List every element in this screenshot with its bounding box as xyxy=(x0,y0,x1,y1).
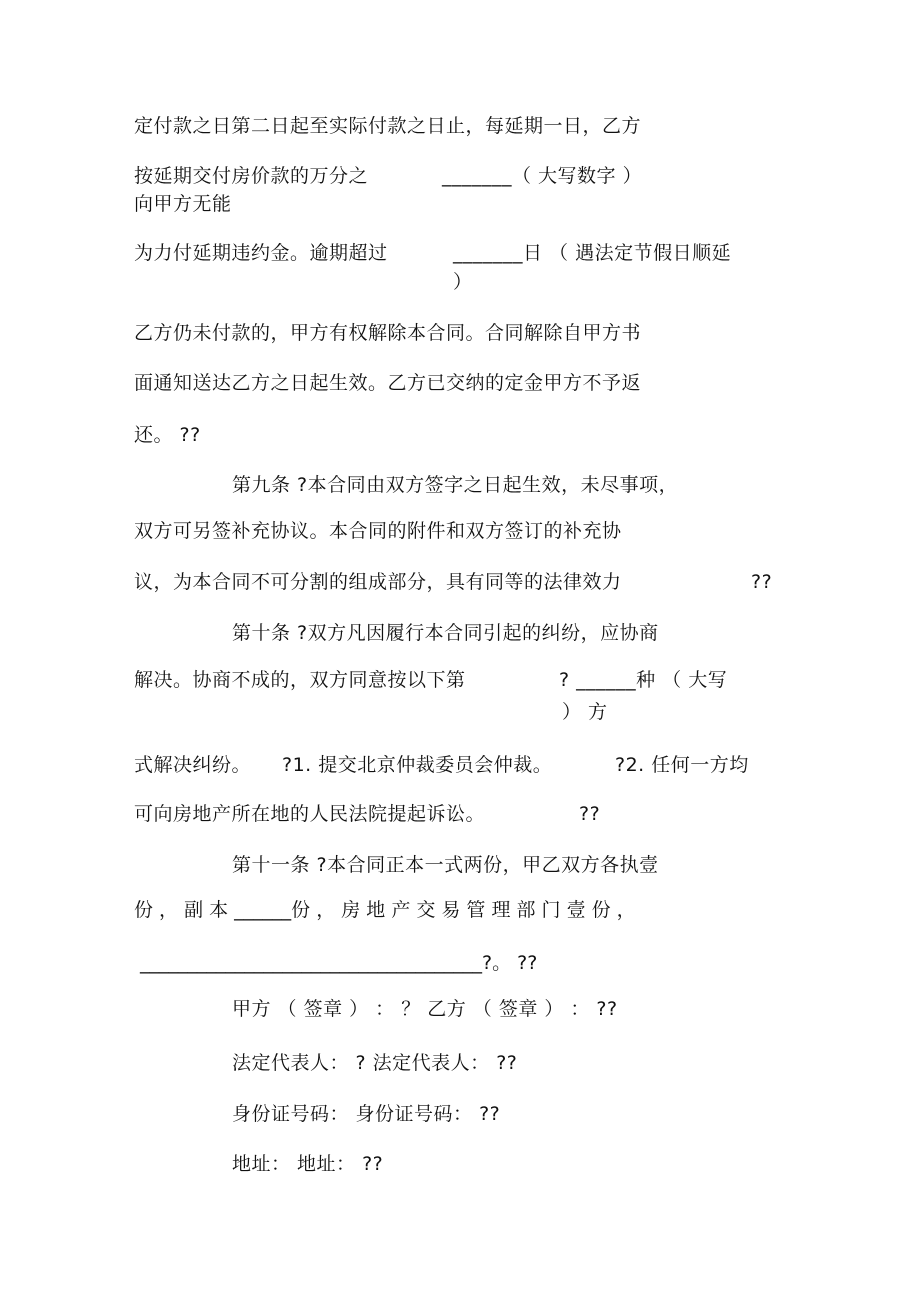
text-line: 还。 ?? xyxy=(134,424,201,446)
text-line: _______（ 大写数字 ） xyxy=(442,165,643,187)
text-line: ? ______种 （ 大写 xyxy=(559,669,728,691)
text-line: _______日 （ 遇法定节假日顺延 xyxy=(453,242,732,264)
text-line: ） xyxy=(453,271,473,293)
text-line: 乙方仍未付款的，甲方有权解除本合同。合同解除自甲方书 xyxy=(134,322,642,344)
article-9-heading: 第九条 ?本合同由双方签字之日起生效，未尽事项， xyxy=(232,474,679,496)
text-line: 解决。协商不成的，双方同意按以下第 xyxy=(134,669,466,691)
address-line: 地址： 地址： ?? xyxy=(232,1153,384,1175)
text-line: 定付款之日第二日起至实际付款之日止，每延期一日，乙方 xyxy=(134,115,642,137)
text-line: 议，为本合同不可分割的组成部分，具有同等的法律效力 xyxy=(134,571,622,593)
article-11-heading: 第十一条 ?本合同正本一式两份，甲乙双方各执壹 xyxy=(232,854,659,876)
text-line: 式解决纠纷。 xyxy=(134,754,252,776)
text-line: ?? xyxy=(751,571,773,593)
id-number-line: 身份证号码： 身份证号码： ?? xyxy=(232,1103,501,1125)
text-line: 按延期交付房价款的万分之 xyxy=(134,165,369,187)
text-line: ?? xyxy=(579,803,601,825)
text-line: 面通知送达乙方之日起生效。乙方已交纳的定金甲方不予返 xyxy=(134,372,642,394)
text-line: ____________________________________?。 ?? xyxy=(140,952,538,974)
text-line: 双方可另签补充协议。本合同的附件和双方签订的补充协 xyxy=(134,520,622,542)
text-line: 份 ， 副 本 ______份 ， 房 地 产 交 易 管 理 部 门 壹 份 ， xyxy=(134,899,636,921)
text-line: ?1. 提交北京仲裁委员会仲裁。 xyxy=(282,754,553,776)
text-line: ） 方 xyxy=(562,701,608,723)
text-line: 可向房地产所在地的人民法院提起诉讼。 xyxy=(134,803,486,825)
text-line: 为力付延期违约金。逾期超过 xyxy=(134,242,388,264)
signature-party-line: 甲方 （ 签章 ） ： ？ 乙方 （ 签章 ） ： ?? xyxy=(232,998,618,1020)
text-line: 向甲方无能 xyxy=(134,193,232,215)
legal-rep-line: 法定代表人： ? 法定代表人： ?? xyxy=(232,1052,518,1074)
text-line: ?2. 任何一方均 xyxy=(615,754,749,776)
article-10-heading: 第十条 ?双方凡因履行本合同引起的纠纷，应协商 xyxy=(232,622,659,644)
